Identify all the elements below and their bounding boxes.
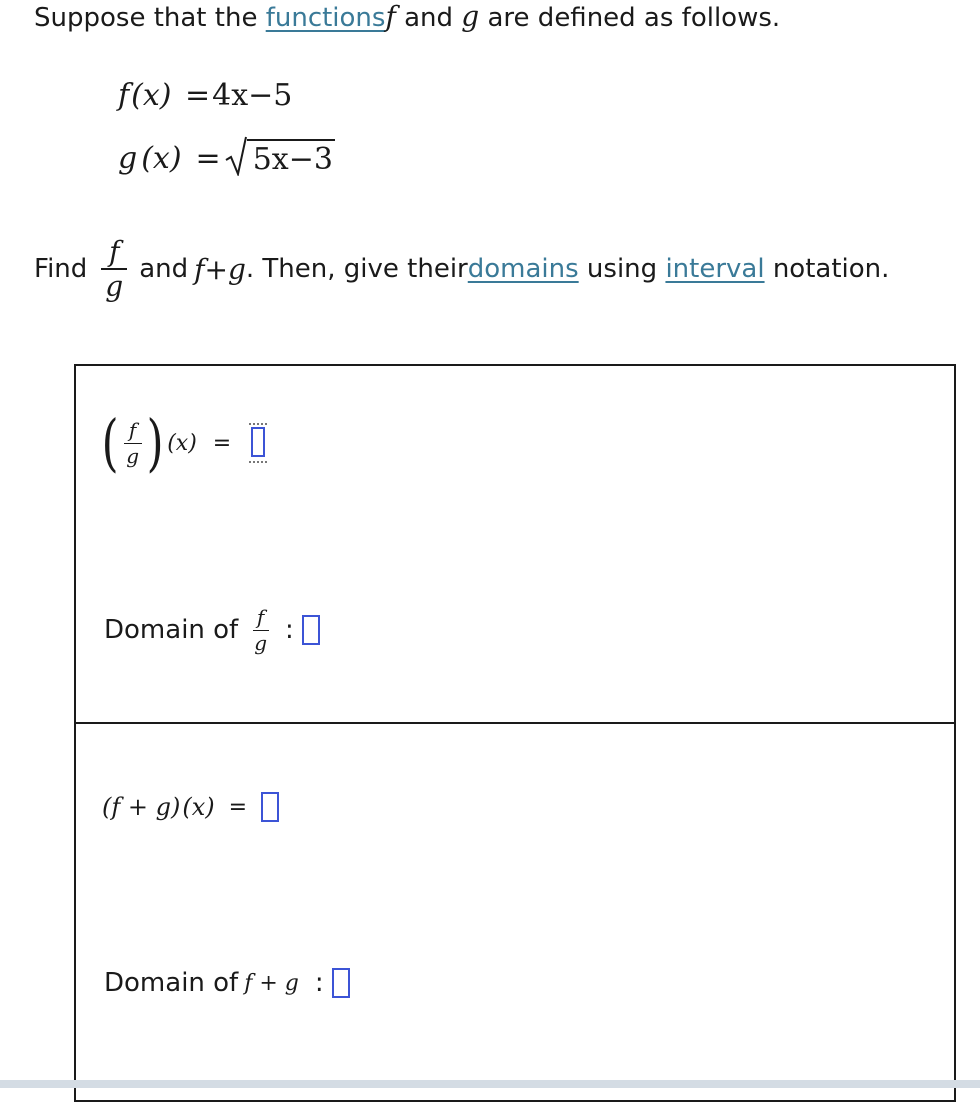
sum-domain-colon: : xyxy=(314,968,324,998)
link-domains[interactable]: domains xyxy=(467,254,579,284)
f-eq: = xyxy=(184,78,211,113)
quotient-arg: (x) xyxy=(167,430,197,456)
task-frac-num: f xyxy=(109,234,120,268)
task-notation: notation. xyxy=(764,254,890,284)
intro-sentence xyxy=(34,0,780,33)
quotient-expression xyxy=(98,406,269,479)
intro-prefix: Suppose that the xyxy=(34,3,266,33)
quotient-domain-colon: : xyxy=(285,615,294,645)
sqrt xyxy=(225,136,335,176)
sum-domain-input[interactable] xyxy=(332,968,350,998)
quotient-domain-num: f xyxy=(256,604,265,629)
task-sentence xyxy=(34,224,889,314)
quotient-domain-label: Domain of xyxy=(104,615,239,645)
link-functions[interactable]: functions xyxy=(265,3,386,33)
quotient-domain-row xyxy=(104,592,320,668)
sum-expr: (f + g) xyxy=(102,793,181,821)
sum-domain-row xyxy=(104,968,350,998)
task-fraction xyxy=(101,234,127,303)
answer-panel-quotient xyxy=(74,364,956,724)
intro-and: and xyxy=(395,3,462,33)
sum-eq: = xyxy=(228,794,248,820)
g-arg: (x) xyxy=(141,141,182,176)
intro-g: g xyxy=(461,0,480,33)
close-paren-large: ) xyxy=(146,406,164,479)
f-arg: (x) xyxy=(131,78,172,113)
open-paren-large: ( xyxy=(101,406,119,479)
f-lhs: f xyxy=(118,78,130,113)
quotient-domain-input[interactable] xyxy=(302,615,320,645)
sum-answer-input[interactable] xyxy=(261,792,279,822)
quotient-num: f xyxy=(128,417,137,442)
g-definition xyxy=(118,136,335,176)
sum-expression xyxy=(102,792,279,822)
task-then: . Then, give their xyxy=(245,254,468,284)
link-interval[interactable]: interval xyxy=(665,254,765,284)
answer-panel-sum xyxy=(74,722,956,1102)
sum-arg: (x) xyxy=(182,793,215,821)
quotient-fraction xyxy=(122,417,143,468)
quotient-domain-fraction xyxy=(250,604,271,655)
quotient-answer-input[interactable] xyxy=(249,423,269,463)
sum-domain-label: Domain of xyxy=(104,968,239,998)
radical-sign-icon xyxy=(225,136,247,176)
intro-suffix: are defined as follows. xyxy=(479,3,781,33)
task-frac-den: g xyxy=(105,270,124,303)
task-find: Find xyxy=(34,254,88,284)
sum-domain-expr: f + g xyxy=(244,970,299,996)
g-eq: = xyxy=(195,141,221,176)
quotient-den: g xyxy=(126,443,140,468)
g-radicand: 5x−3 xyxy=(247,139,335,176)
f-definition xyxy=(118,78,292,113)
quotient-eq: = xyxy=(212,430,232,456)
f-rhs: 4x−5 xyxy=(212,78,293,113)
quotient-domain-den: g xyxy=(254,630,268,655)
task-using: using xyxy=(578,254,666,284)
task-and: and xyxy=(139,254,189,284)
bottom-scroll-bar xyxy=(0,1080,980,1088)
intro-f: f xyxy=(385,0,396,33)
g-lhs: g xyxy=(118,141,138,176)
task-fplusg: f+g xyxy=(194,252,246,286)
